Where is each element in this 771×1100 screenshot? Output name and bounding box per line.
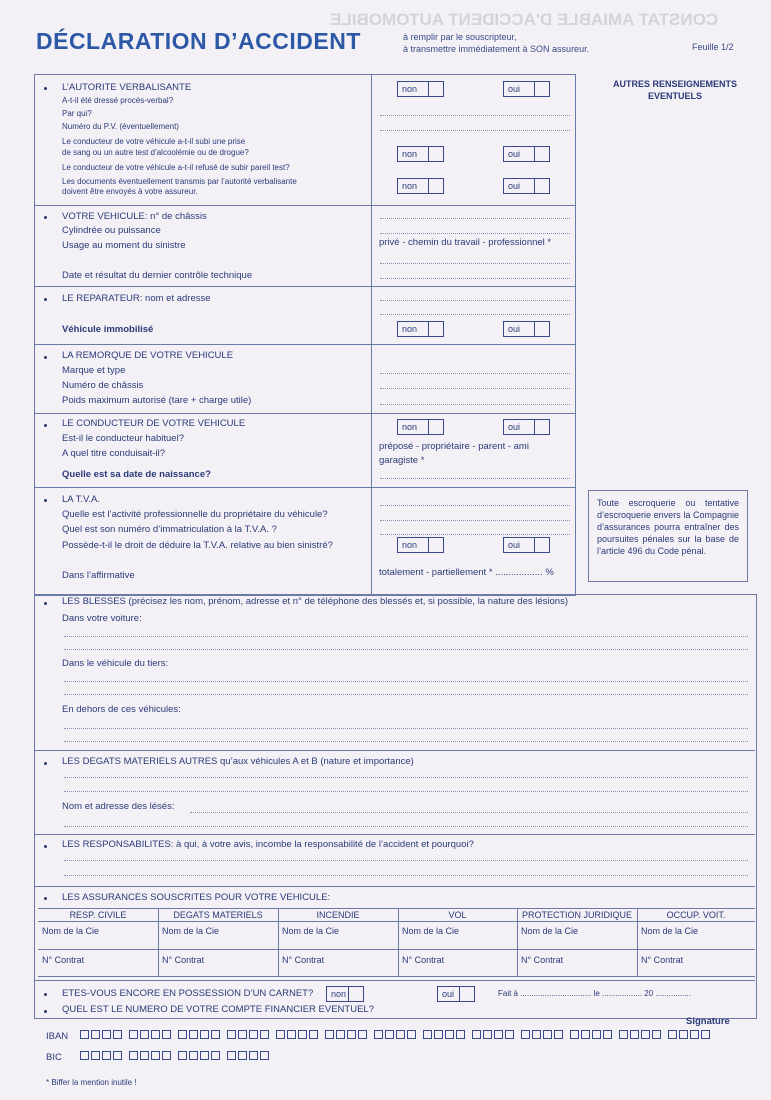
char-box[interactable] xyxy=(554,1030,563,1039)
char-box[interactable] xyxy=(619,1030,628,1039)
char-box[interactable] xyxy=(91,1030,100,1039)
char-box[interactable] xyxy=(472,1030,481,1039)
s11-fait[interactable]: Fait à ................................ le .................. 20 ................ xyxy=(498,989,691,998)
refus-non-checkbox[interactable]: non xyxy=(397,178,444,194)
char-box[interactable] xyxy=(189,1030,198,1039)
test-oui-checkbox[interactable]: oui xyxy=(503,146,550,162)
s1-q3: Numéro du P.V. (éventuellement) xyxy=(62,122,179,131)
autres-renseignements-title xyxy=(600,78,750,102)
ins-cie-field[interactable]: Nom de la Cie xyxy=(521,926,579,936)
bic-label: BIC xyxy=(46,1052,62,1063)
s8-title: LES DEGATS MATERIELS AUTRES qu’aux véhicules A et B (nature et importance) xyxy=(62,756,414,767)
pv-oui-checkbox[interactable]: oui xyxy=(503,81,550,97)
char-box[interactable] xyxy=(483,1030,492,1039)
s9-title: LES RESPONSABILITES: à qui, à votre avis, incombe la responsabilité de l’accident et pourquoi? xyxy=(62,839,474,850)
s2-cylindree: Cylindrée ou puissance xyxy=(62,225,161,236)
iban-label: IBAN xyxy=(46,1031,69,1042)
char-box[interactable] xyxy=(592,1030,601,1039)
char-box[interactable] xyxy=(249,1030,258,1039)
s7-title: LES BLESSES (précisez les nom, prénom, adresse et n° de téléphone des blessés et, si possible, la nature des lésions) xyxy=(62,596,568,607)
sheet-number: Feuille 1/2 xyxy=(692,42,734,52)
s6-numero: Quel est son numéro d’immatriculation à la T.V.A. ? xyxy=(62,524,277,535)
tva-oui-checkbox[interactable]: oui xyxy=(503,537,550,553)
s2-controle: Date et résultat du dernier contrôle technique xyxy=(62,270,253,281)
iban-input[interactable] xyxy=(80,1030,712,1042)
char-box[interactable] xyxy=(434,1030,443,1039)
s1-q4b: de sang ou un autre test d’alcoolémie ou de drogue? xyxy=(62,148,249,157)
s1-q1: A-t-il été dressé procès-verbal? xyxy=(62,96,174,105)
ins-cie-field[interactable]: Nom de la Cie xyxy=(282,926,340,936)
char-box[interactable] xyxy=(532,1030,541,1039)
s6-deduire: Possède-t-il le droit de déduire la T.V.A. relative au bien sinistré? xyxy=(62,540,333,551)
char-box[interactable] xyxy=(603,1030,612,1039)
s3-immobilise: Véhicule immobilisé xyxy=(62,324,154,335)
char-box[interactable] xyxy=(151,1030,160,1039)
s7-dehors: En dehors de ces véhicules: xyxy=(62,704,181,715)
ins-contrat-field[interactable]: N° Contrat xyxy=(521,955,564,965)
char-box[interactable] xyxy=(151,1051,160,1060)
char-box[interactable] xyxy=(211,1051,220,1060)
ins-contrat-field[interactable]: N° Contrat xyxy=(282,955,325,965)
immobilise-oui-checkbox[interactable]: oui xyxy=(503,321,550,337)
s11-compte: QUEL EST LE NUMERO DE VOTRE COMPTE FINANCIER EVENTUEL? xyxy=(62,1004,374,1015)
char-box[interactable] xyxy=(385,1030,394,1039)
page-title: DÉCLARATION D’ACCIDENT xyxy=(36,28,361,54)
ins-contrat-field[interactable]: N° Contrat xyxy=(162,955,205,965)
char-box[interactable] xyxy=(652,1030,661,1039)
char-box[interactable] xyxy=(113,1030,122,1039)
char-box[interactable] xyxy=(162,1051,171,1060)
s6-deduction[interactable]: totalement - partiellement * .................. % xyxy=(379,567,554,578)
s5-title: LE CONDUCTEUR DE VOTRE VEHICULE xyxy=(62,418,246,429)
s7-vehicule-tiers: Dans le véhicule du tiers: xyxy=(62,658,169,669)
char-box[interactable] xyxy=(129,1051,138,1060)
char-box[interactable] xyxy=(630,1030,639,1039)
s5-titre-options-1[interactable]: préposé - propriétaire - parent - ami xyxy=(379,441,529,452)
char-box[interactable] xyxy=(287,1030,296,1039)
char-box[interactable] xyxy=(189,1051,198,1060)
test-non-checkbox[interactable]: non xyxy=(397,146,444,162)
s4-marque: Marque et type xyxy=(62,365,126,376)
s4-chassis: Numéro de châssis xyxy=(62,380,144,391)
char-box[interactable] xyxy=(690,1030,699,1039)
s4-poids: Poids maximum autorisé (tare + charge utile) xyxy=(62,395,252,406)
s5-titre: A quel titre conduisait-il? xyxy=(62,448,165,459)
habituel-non-checkbox[interactable]: non xyxy=(397,419,444,435)
ins-contrat-field[interactable]: N° Contrat xyxy=(641,955,684,965)
ins-cie-field[interactable]: Nom de la Cie xyxy=(402,926,460,936)
char-box[interactable] xyxy=(570,1030,579,1039)
subtitle-line-1: à remplir par le souscripteur, xyxy=(403,32,517,42)
char-box[interactable] xyxy=(238,1051,247,1060)
bic-input[interactable] xyxy=(80,1051,271,1063)
s8-leses: Nom et adresse des lésés: xyxy=(62,801,175,812)
ghost-title: CONSTAT AMIABLE D'ACCIDENT AUTOMOBILE xyxy=(330,10,719,29)
s1-title: L’AUTORITE VERBALISANTE xyxy=(62,82,192,93)
s4-title: LA REMORQUE DE VOTRE VEHICULE xyxy=(62,350,234,361)
s6-affirmative: Dans l’affirmative xyxy=(62,570,135,581)
ins-col-incendie: INCENDIE xyxy=(316,910,360,920)
s11-carnet: ETES-VOUS ENCORE EN POSSESSION D’UN CARNET? xyxy=(62,988,314,999)
habituel-oui-checkbox[interactable]: oui xyxy=(503,419,550,435)
char-box[interactable] xyxy=(358,1030,367,1039)
char-box[interactable] xyxy=(178,1051,187,1060)
carnet-oui-checkbox[interactable]: oui xyxy=(437,986,475,1002)
char-box[interactable] xyxy=(325,1030,334,1039)
subtitle-line-2: à transmettre immédiatement à SON assureur. xyxy=(403,44,590,54)
ins-col-protection: PROTECTION JURIDIQUE xyxy=(521,910,632,920)
char-box[interactable] xyxy=(113,1051,122,1060)
char-box[interactable] xyxy=(200,1030,209,1039)
ins-col-degats: DEGATS MATERIELS xyxy=(173,910,263,920)
s1-q4a: Le conducteur de votre véhicule a-t-il subi une prise xyxy=(62,137,246,146)
char-box[interactable] xyxy=(260,1051,269,1060)
char-box[interactable] xyxy=(347,1030,356,1039)
pv-non-checkbox[interactable]: non xyxy=(397,81,444,97)
footnote: * Biffer la mention inutile ! xyxy=(46,1078,137,1087)
char-box[interactable] xyxy=(227,1030,236,1039)
ins-cie-field[interactable]: Nom de la Cie xyxy=(42,926,100,936)
s1-q6b: doivent être envoyés à votre assureur. xyxy=(62,187,198,196)
ins-contrat-field[interactable]: N° Contrat xyxy=(402,955,445,965)
char-box[interactable] xyxy=(140,1051,149,1060)
char-box[interactable] xyxy=(129,1030,138,1039)
char-box[interactable] xyxy=(249,1051,258,1060)
char-box[interactable] xyxy=(494,1030,503,1039)
ins-cie-field[interactable]: Nom de la Cie xyxy=(641,926,699,936)
s2-usage-options[interactable]: privé - chemin du travail - professionnel * xyxy=(379,237,552,248)
ins-col-occup: OCCUP. VOIT. xyxy=(666,910,726,920)
char-box[interactable] xyxy=(309,1030,318,1039)
char-box[interactable] xyxy=(505,1030,514,1039)
char-box[interactable] xyxy=(178,1030,187,1039)
char-box[interactable] xyxy=(162,1030,171,1039)
s5-habituel: Est-il le conducteur habituel? xyxy=(62,433,184,444)
char-box[interactable] xyxy=(701,1030,710,1039)
char-box[interactable] xyxy=(102,1030,111,1039)
s2-usage: Usage au moment du sinistre xyxy=(62,240,186,251)
char-box[interactable] xyxy=(543,1030,552,1039)
s1-q6a: Les documents éventuellement transmis par l’autorité verbalisante xyxy=(62,177,297,186)
char-box[interactable] xyxy=(668,1030,677,1039)
s2-title: VOTRE VEHICULE: n° de châssis xyxy=(62,211,207,222)
carnet-non-checkbox[interactable]: non xyxy=(326,986,364,1002)
s1-q5: Le conducteur de votre véhicule a-t-il refusé de subir pareil test? xyxy=(62,163,290,172)
fraud-warning-note: Toute escroquerie ou tentative d’escroquerie envers la Compagnie d’assurances pourra entraîner des poursuites pénales sur la base de l’article 496 du Code pénal. xyxy=(588,490,748,582)
char-box[interactable] xyxy=(80,1051,89,1060)
char-box[interactable] xyxy=(238,1030,247,1039)
signature-label: Signature xyxy=(686,1016,730,1027)
char-box[interactable] xyxy=(80,1030,89,1039)
char-box[interactable] xyxy=(423,1030,432,1039)
char-box[interactable] xyxy=(445,1030,454,1039)
ins-col-vol: VOL xyxy=(448,910,467,920)
char-box[interactable] xyxy=(581,1030,590,1039)
char-box[interactable] xyxy=(91,1051,100,1060)
page-subtitle xyxy=(403,31,589,55)
char-box[interactable] xyxy=(407,1030,416,1039)
s6-activite: Quelle est l’activité professionnelle du propriétaire du véhicule? xyxy=(62,509,328,520)
char-box[interactable] xyxy=(456,1030,465,1039)
s5-naissance: Quelle est sa date de naissance? xyxy=(62,469,211,480)
autres-title-line2: EVENTUELS xyxy=(647,91,702,101)
char-box[interactable] xyxy=(276,1030,285,1039)
char-box[interactable] xyxy=(336,1030,345,1039)
s10-title: LES ASSURANCES SOUSCRITES POUR VOTRE VEHICULE: xyxy=(62,892,331,903)
char-box[interactable] xyxy=(641,1030,650,1039)
char-box[interactable] xyxy=(211,1030,220,1039)
ins-contrat-field[interactable]: N° Contrat xyxy=(42,955,85,965)
ins-col-resp-civile: RESP. CIVILE xyxy=(69,910,127,920)
immobilise-non-checkbox[interactable]: non xyxy=(397,321,444,337)
s7-votre-voiture: Dans votre voiture: xyxy=(62,613,142,624)
char-box[interactable] xyxy=(227,1051,236,1060)
s3-title: LE REPARATEUR: nom et adresse xyxy=(62,293,211,304)
s1-q2: Par qui? xyxy=(62,109,92,118)
char-box[interactable] xyxy=(521,1030,530,1039)
char-box[interactable] xyxy=(396,1030,405,1039)
char-box[interactable] xyxy=(102,1051,111,1060)
char-box[interactable] xyxy=(298,1030,307,1039)
char-box[interactable] xyxy=(260,1030,269,1039)
char-box[interactable] xyxy=(374,1030,383,1039)
ins-cie-field[interactable]: Nom de la Cie xyxy=(162,926,220,936)
char-box[interactable] xyxy=(679,1030,688,1039)
autres-title-line1: AUTRES RENSEIGNEMENTS xyxy=(612,79,737,89)
tva-non-checkbox[interactable]: non xyxy=(397,537,444,553)
char-box[interactable] xyxy=(140,1030,149,1039)
char-box[interactable] xyxy=(200,1051,209,1060)
refus-oui-checkbox[interactable]: oui xyxy=(503,178,550,194)
s6-title: LA T.V.A. xyxy=(62,494,101,505)
s5-titre-options-2[interactable]: garagiste * xyxy=(379,455,425,466)
